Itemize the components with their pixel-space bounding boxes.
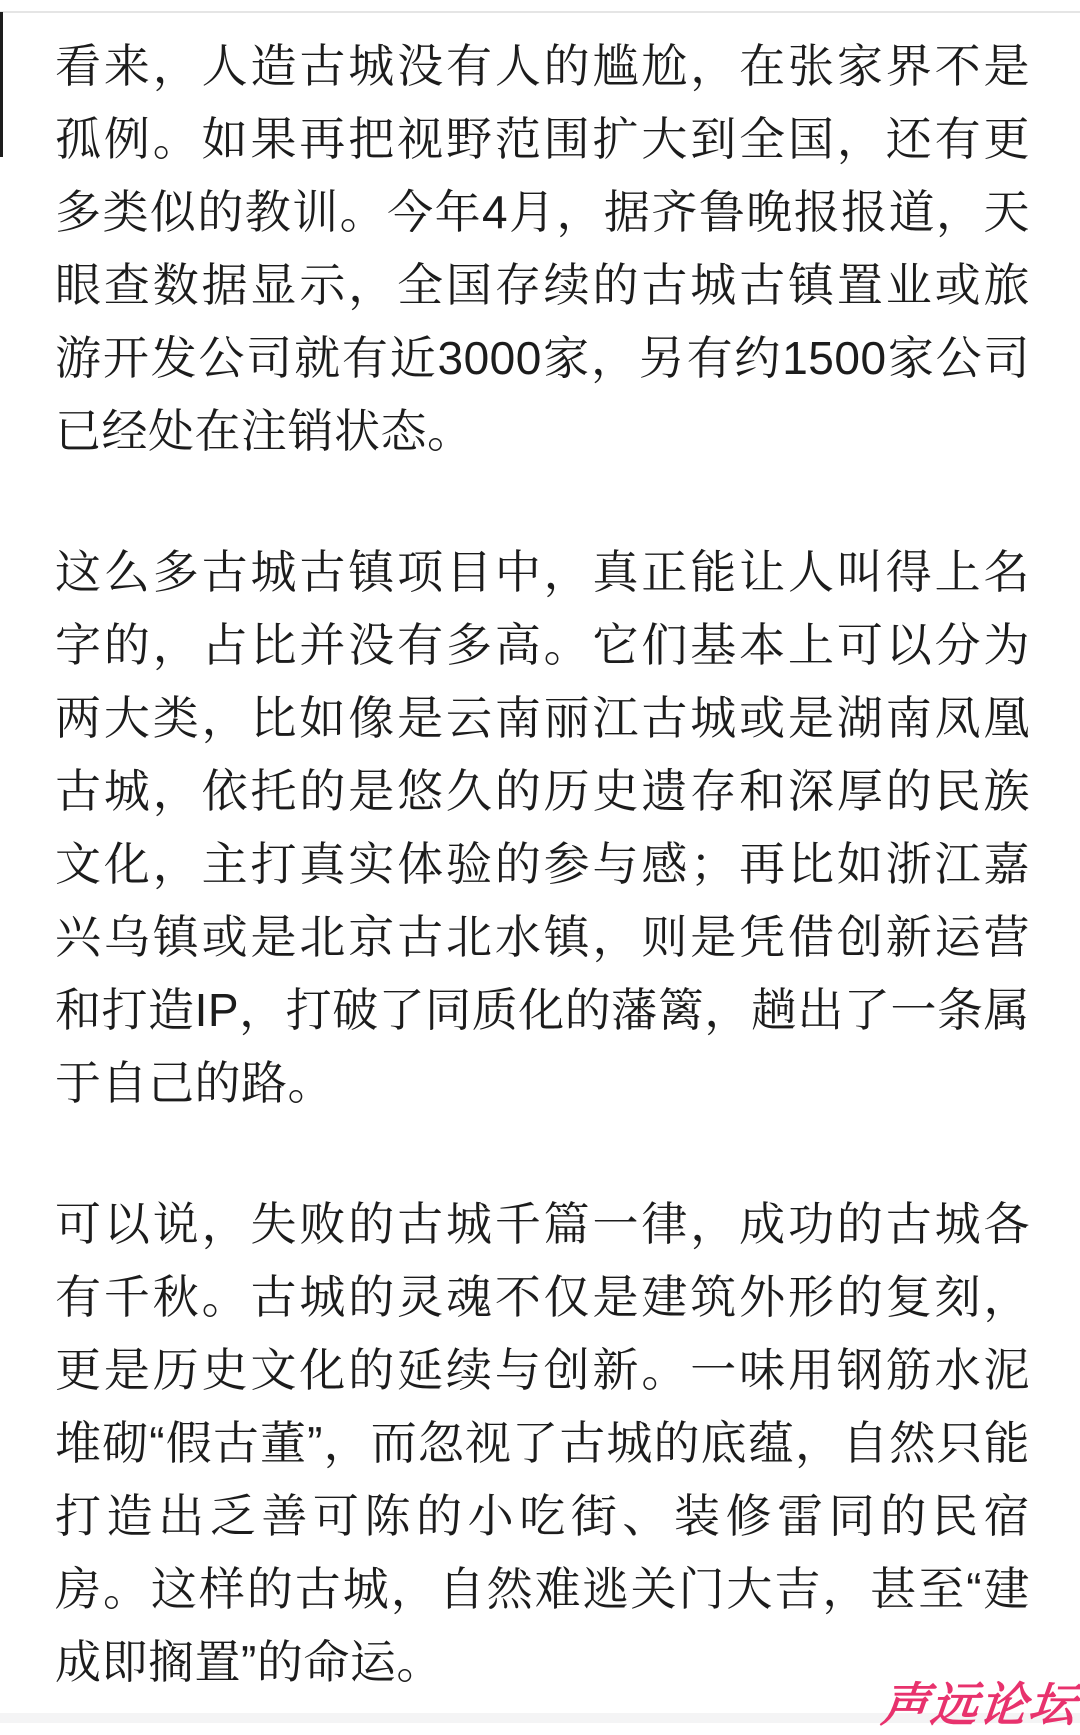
watermark-logo: 声远论坛 bbox=[878, 1678, 1080, 1731]
article-paragraph-3: 可以说，失败的古城千篇一律，成功的古城各有千秋。古城的灵魂不仅是建筑外形的复刻，更是历史文化的延续与创新。一味用钢筋水泥堆砌“假古董”，而忽视了古城的底蕴，自然只能打造出乏善可陈的小吃街、装修雷同的民宿房。这样的古城，自然难逃关门大吉，甚至“建成即搁置”的命运。 bbox=[55, 1198, 1030, 1688]
article-paragraph-2: 这么多古城古镇项目中，真正能让人叫得上名字的，占比并没有多高。它们基本上可以分为两大类，比如像是云南丽江古城或是湖南凤凰古城，依托的是悠久的历史遗存和深厚的民族文化，主打真实体验的参与感；再比如浙江嘉兴乌镇或是北京古北水镇，则是凭借创新运营和打造IP，打破了同质化的藩篱，趟出了一条属于自己的路。 bbox=[55, 546, 1030, 1109]
top-divider bbox=[0, 11, 1080, 13]
article-body bbox=[0, 30, 1080, 1699]
article-paragraph-1: 看来，人造古城没有人的尴尬，在张家界不是孤例。如果再把视野范围扩大到全国，还有更多类似的教训。今年4月，据齐鲁晚报报道，天眼查数据显示，全国存续的古城古镇置业或旅游开发公司就有近3000家，另有约1500家公司已经处在注销状态。 bbox=[55, 40, 1030, 457]
